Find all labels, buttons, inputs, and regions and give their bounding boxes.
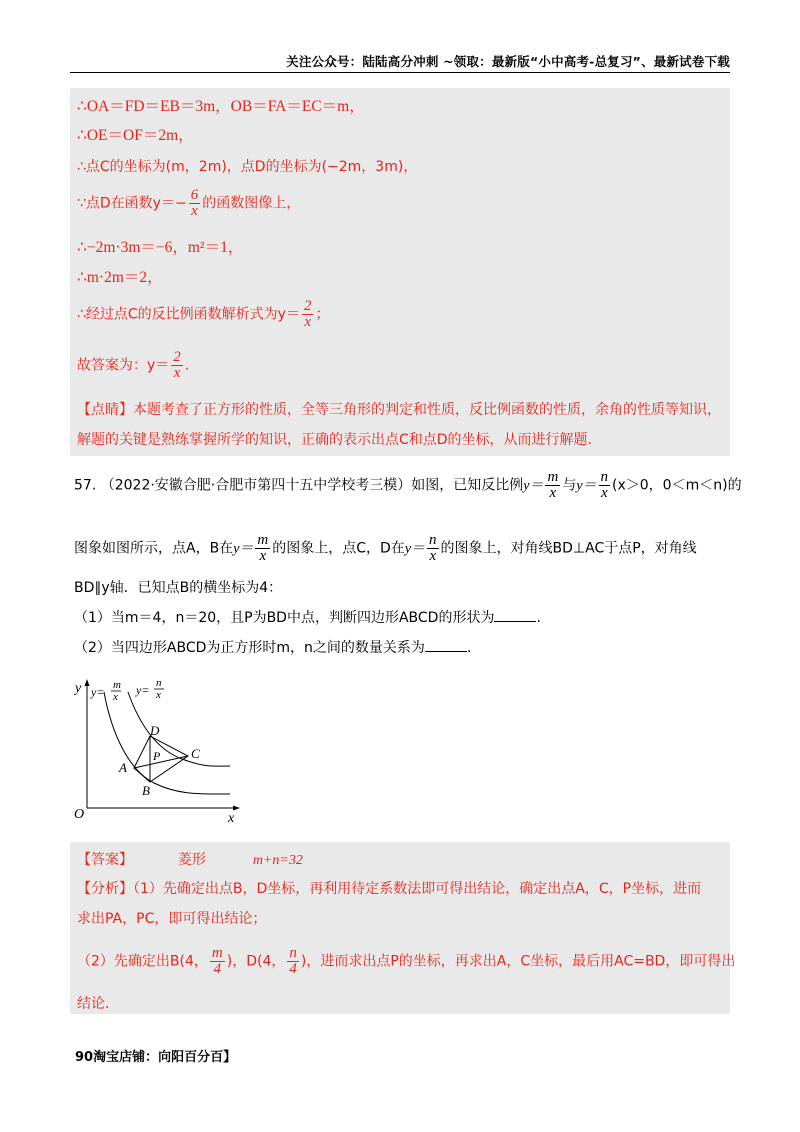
analysis-line-3-mid: )，D(4， bbox=[226, 953, 286, 970]
answer-2: m+n=32 bbox=[252, 853, 303, 868]
answer-row bbox=[77, 850, 303, 871]
y-equals: y＝ bbox=[404, 541, 426, 557]
frac-num: 2 bbox=[173, 349, 181, 365]
frac-num: n bbox=[600, 469, 609, 485]
point-P-label: P bbox=[153, 749, 161, 763]
question-line-3: BD∥y轴．已知点B的横坐标为4： bbox=[74, 580, 283, 596]
question-source: （2022·安徽合肥·合肥市第四十五中学校考三模）如图，已知反比例 bbox=[100, 477, 524, 494]
origin-label: O bbox=[74, 807, 85, 822]
answer-line-post: . bbox=[184, 357, 190, 374]
answer-line bbox=[77, 350, 189, 381]
curve-m-over-x bbox=[104, 692, 230, 794]
fraction-n-over-4 bbox=[287, 946, 299, 977]
solution-line-7 bbox=[77, 299, 329, 330]
y-axis-arrow bbox=[85, 679, 90, 686]
header-rule bbox=[70, 72, 730, 73]
question-line-1 bbox=[74, 470, 742, 501]
question-line-2-post: 的图象上，对角线BD⊥AC于点P，对角线 bbox=[440, 540, 697, 557]
point-D-label: D bbox=[150, 723, 160, 738]
curve-n-over-x bbox=[128, 692, 230, 766]
analysis-line-3 bbox=[77, 946, 735, 977]
solution-line-7-post: ； bbox=[315, 306, 330, 323]
solution-line-3: ∴点C的坐标为(m，2m)，点D的坐标为(−2m，3m)， bbox=[77, 159, 418, 175]
curve2-den: x bbox=[156, 689, 161, 701]
solution-line-2: ∴OE＝OF＝2m， bbox=[77, 127, 194, 144]
solution-line-1: ∴OA＝FD＝EB＝3m，OB＝FA＝EC＝m， bbox=[77, 98, 365, 115]
question-part-1 bbox=[74, 607, 541, 629]
frac-den: x bbox=[173, 365, 181, 381]
shop-name: 淘宝店铺：向阳百分百】 bbox=[93, 1050, 237, 1065]
point-A-label: A bbox=[119, 760, 127, 775]
question-line-2-pre: 图象如图所示，点A，B在 bbox=[74, 540, 234, 557]
frac-den: x bbox=[191, 203, 198, 219]
part-1-text: （1）当m＝4，n＝20，且P为BD中点，判断四边形ABCD的形状为 bbox=[74, 610, 495, 626]
frac-den: x bbox=[600, 485, 608, 501]
fraction-2-over-x bbox=[302, 299, 314, 330]
point-C-label: C bbox=[191, 746, 200, 761]
frac-den: x bbox=[259, 548, 267, 564]
part-1-end: . bbox=[536, 610, 541, 626]
analysis-line-4: 结论. bbox=[77, 996, 110, 1012]
part-1-blank bbox=[494, 607, 536, 622]
frac-den: x bbox=[429, 548, 437, 564]
page-header: 关注公众号：陆陆高分冲刺 ~领取：最新版“小中高考-总复习”、最新试卷下载 bbox=[286, 54, 730, 69]
frac-den: 4 bbox=[213, 961, 222, 977]
solution-line-5: ∴−2m·3m＝−6，m²＝1， bbox=[77, 239, 244, 256]
curve2-eq-prefix: y= bbox=[136, 683, 150, 697]
frac-num: n bbox=[289, 945, 297, 961]
question-part-2 bbox=[74, 637, 471, 659]
fraction-n-over-x bbox=[599, 470, 611, 501]
solution-line-7-pre: ∴经过点C的反比例函数解析式为y＝ bbox=[77, 306, 300, 323]
comment-line-2: 解题的关键是熟练掌握所学的知识，正确的表示出点C和点D的坐标，从而进行解题. bbox=[77, 432, 593, 448]
curve1-den: x bbox=[113, 691, 118, 703]
y-equals: y＝ bbox=[523, 478, 544, 494]
part-2-blank bbox=[425, 637, 467, 652]
frac-den: x bbox=[304, 314, 312, 330]
analysis-line-3-post: )，进而求出点P的坐标，再求出A，C坐标，最后用AC=BD，即可得出 bbox=[300, 953, 736, 970]
answer-line-pre: 故答案为：y＝ bbox=[77, 357, 170, 374]
page-footer bbox=[75, 1046, 236, 1065]
solution-line-4-post: 的函数图像上， bbox=[202, 195, 301, 212]
frac-den: 4 bbox=[289, 961, 297, 977]
frac-num: 6 bbox=[190, 187, 199, 203]
fraction-2-over-x bbox=[171, 350, 183, 381]
y-equals: y＝ bbox=[576, 478, 597, 494]
fraction-n-over-x bbox=[427, 533, 439, 564]
comment-tag: 【点睛】 bbox=[77, 402, 133, 418]
answer-tag: 【答案】 bbox=[77, 852, 133, 868]
comment-text-1: 本题考查了正方形的性质，全等三角形的判定和性质，反比例函数的性质，余角的性质等知识， bbox=[133, 402, 721, 418]
x-axis-label: x bbox=[228, 811, 235, 826]
frac-num: n bbox=[429, 532, 437, 548]
solution-line-4 bbox=[77, 188, 300, 219]
analysis-line-2: 求出PA，PC，即可得出结论； bbox=[77, 911, 267, 927]
page-number: 90 bbox=[75, 1050, 94, 1065]
analysis-line-3-pre: （2）先确定出B(4， bbox=[77, 953, 208, 970]
curve1-num: m bbox=[113, 679, 121, 691]
curve1-eq-prefix: y= bbox=[91, 685, 105, 699]
y-axis-label: y bbox=[75, 681, 82, 696]
point-B-label: B bbox=[142, 783, 150, 798]
x-axis-arrow bbox=[233, 806, 240, 811]
analysis-text-1: （1）先确定出点B，D坐标，再利用待定系数法即可得出结论，确定出点A，C，P坐标，进而 bbox=[133, 881, 702, 897]
analysis-line-1 bbox=[77, 879, 701, 899]
frac-num: m bbox=[257, 532, 269, 548]
frac-num: m bbox=[211, 945, 223, 961]
fraction-m-over-x bbox=[545, 470, 560, 501]
part-2-text: （2）当四边形ABCD为正方形时m，n之间的数量关系为 bbox=[74, 640, 425, 656]
fraction-m-over-x bbox=[255, 533, 270, 564]
solution-line-4-pre: ∵点D在函数y＝− bbox=[77, 195, 187, 212]
question-line-2-mid: 的图象上，点C，D在 bbox=[272, 540, 405, 557]
y-equals: y＝ bbox=[233, 541, 254, 557]
frac-num: m bbox=[547, 469, 559, 485]
frac-num: 2 bbox=[303, 298, 312, 314]
part-2-end: . bbox=[466, 640, 472, 656]
frac-den: x bbox=[549, 485, 557, 501]
question-condition: (x＞0，0＜m＜n)的 bbox=[612, 477, 742, 494]
comment-line-1 bbox=[77, 400, 721, 420]
and-word: 与 bbox=[562, 477, 577, 494]
solution-line-6: ∴m·2m＝2， bbox=[77, 269, 163, 286]
quadrilateral-ABCD bbox=[134, 736, 188, 782]
analysis-tag: 【分析】 bbox=[77, 881, 133, 897]
curve2-num: n bbox=[156, 677, 162, 689]
fraction-6-over-x bbox=[189, 188, 201, 219]
question-line-2 bbox=[74, 533, 697, 564]
fraction-m-over-4 bbox=[210, 946, 225, 977]
answer-1: 菱形 bbox=[177, 852, 206, 868]
question-number: 57. bbox=[74, 477, 97, 494]
hyperbola-figure bbox=[70, 676, 245, 826]
